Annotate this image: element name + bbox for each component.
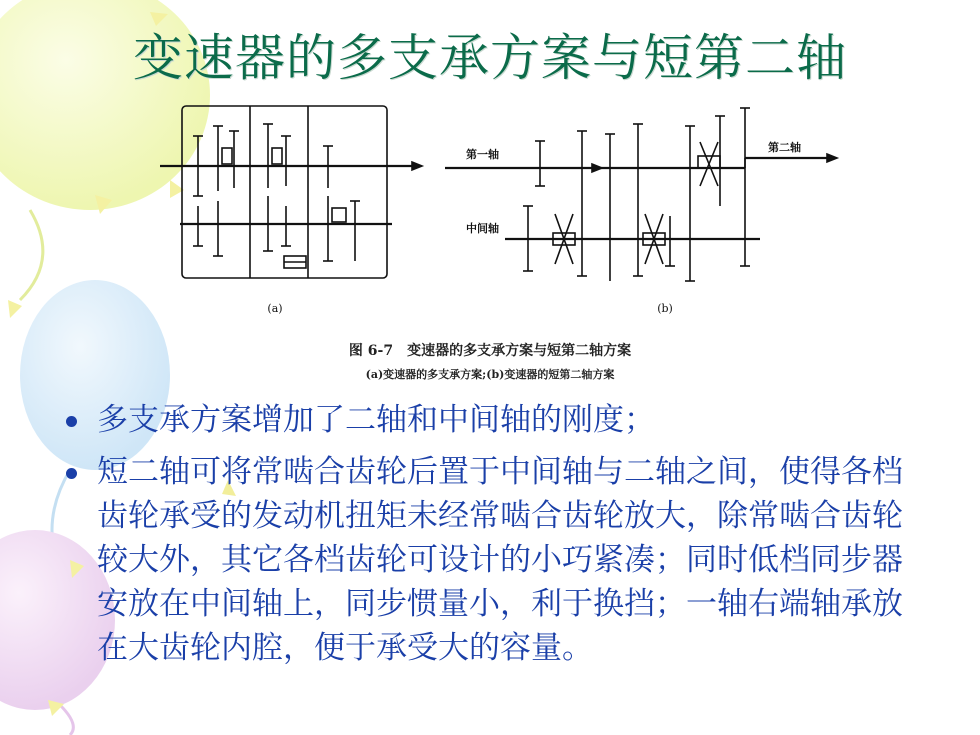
bullet-dot-icon — [66, 468, 77, 479]
sub-label-b: (b) — [657, 302, 673, 315]
sub-label-a: (a) — [267, 302, 283, 315]
slide-title: 变速器的多支承方案与短第二轴 — [133, 29, 847, 87]
figure-caption: 图 6-7 变速器的多支承方案与短第二轴方案 — [348, 343, 632, 359]
bullet-item — [62, 450, 932, 670]
bullet-item — [62, 398, 932, 442]
bullet-text: 短二轴可将常啮合齿轮后置于中间轴与二轴之间，使得各档齿轮承受的发动机扭矩未经常啮合齿轮放大，除常啮合齿轮较大外，其它各档齿轮可设计的小巧紧凑；同时低档同步器安放在中间轴上，同步惯量小，利于换挡；一轴右端轴承放在大齿轮内腔，便于承受大的容量。 — [97, 454, 903, 666]
label-first-shaft: 第一轴 — [466, 148, 499, 161]
label-second-shaft: 第二轴 — [768, 141, 801, 154]
diagram-b-short-second-shaft — [445, 108, 837, 281]
label-countershaft: 中间轴 — [466, 222, 499, 235]
figure-subcaption: (a)变速器的多支承方案;(b)变速器的短第二轴方案 — [365, 368, 615, 381]
bullet-dot-icon — [66, 416, 77, 427]
diagram-a-multi-support — [160, 106, 422, 278]
bullet-text: 多支承方案增加了二轴和中间轴的刚度； — [97, 402, 655, 438]
bullet-list — [62, 398, 932, 678]
